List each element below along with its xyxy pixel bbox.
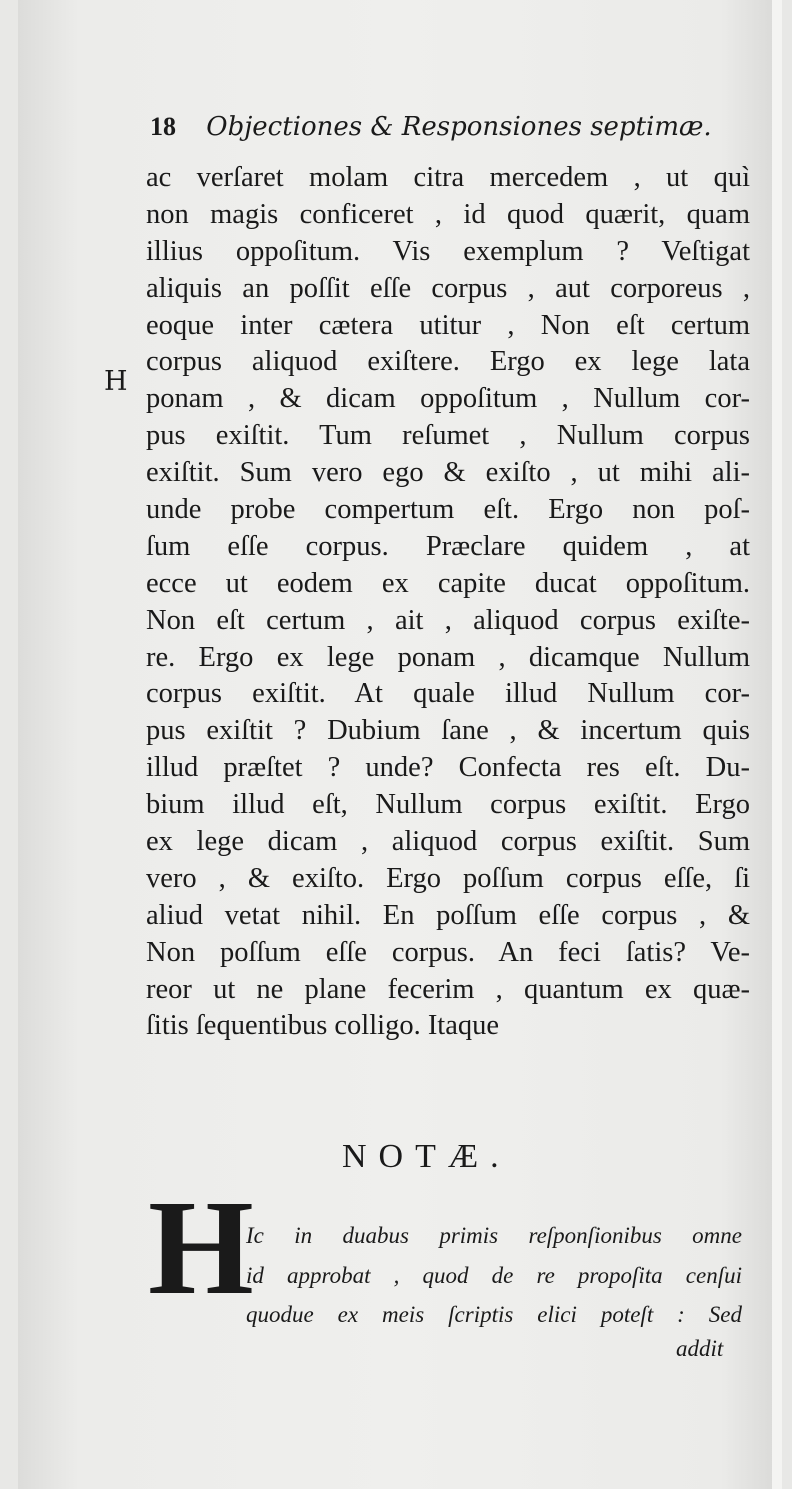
text-line: non magis conficeret , id quod quærit, quam xyxy=(146,198,750,230)
running-title: Objectiones & Responsiones septimæ. xyxy=(206,112,712,142)
note-line: id approbat , quod de re propoſita cenſui xyxy=(246,1262,742,1288)
text-line: ex lege dicam , aliquod corpus exiſtit. Sum xyxy=(146,826,750,858)
text-line: pus exiſtit. Tum reſumet , Nullum corpus xyxy=(146,420,750,452)
catchword: addit xyxy=(676,1336,724,1361)
margin-letter: H xyxy=(104,366,128,397)
text-line: illud præſtet ? unde? Confecta res eſt. Du- xyxy=(146,752,750,784)
text-line: ecce ut eodem ex capite ducat oppoſitum. xyxy=(146,567,750,599)
note-line: Ic in duabus primis reſponſionibus omne xyxy=(246,1223,742,1248)
section-heading: NOTÆ. xyxy=(342,1138,511,1175)
text-line: re. Ergo ex lege ponam , dicamque Nullum xyxy=(146,641,750,673)
text-line: bium illud eſt, Nullum corpus exiſtit. Ergo xyxy=(146,789,750,821)
text-line: aliud vetat nihil. En poſſum eſſe corpus , & xyxy=(146,899,750,931)
text-line: illius oppoſitum. Vis exemplum ? Veſtigat xyxy=(146,235,750,267)
text-line: exiſtit. Sum vero ego & exiſto , ut mihi ali- xyxy=(146,457,750,489)
text-line: unde probe compertum eſt. Ergo non poſ- xyxy=(146,494,750,526)
text-line: aliquis an poſſit eſſe corpus , aut corporeus , xyxy=(146,272,750,304)
text-line: corpus exiſtit. At quale illud Nullum cor- xyxy=(146,678,750,710)
drop-cap: H xyxy=(148,1173,254,1323)
text-line: eoque inter cætera utitur , Non eſt certum xyxy=(146,309,750,341)
running-header xyxy=(150,112,750,152)
text-line: corpus aliquod exiſtere. Ergo ex lege lata xyxy=(146,346,750,378)
body-text xyxy=(146,160,750,1045)
text-line: Non poſſum eſſe corpus. An feci ſatis? Ve- xyxy=(146,936,750,968)
text-line: Non eſt certum , ait , aliquod corpus exiſte- xyxy=(146,604,750,636)
note-text xyxy=(246,1216,742,1335)
text-line: ſum eſſe corpus. Præclare quidem , at xyxy=(146,530,750,562)
page-number: 18 xyxy=(150,112,176,141)
text-line: vero , & exiſto. Ergo poſſum corpus eſſe, ſi xyxy=(146,862,750,894)
note-line: quodue ex meis ſcriptis elici poteſt : Sed xyxy=(246,1302,742,1327)
text-line: reor ut ne plane fecerim , quantum ex quæ- xyxy=(146,973,750,1005)
text-line: ſitis ſequentibus colligo. Itaque xyxy=(146,1010,500,1042)
page-edge xyxy=(772,0,782,1489)
text-line: ac verſaret molam citra mercedem , ut quì xyxy=(146,162,750,193)
text-line: pus exiſtit ? Dubium ſane , & incertum quis xyxy=(146,715,750,747)
text-line: ponam , & dicam oppoſitum , Nullum cor- xyxy=(146,383,750,415)
